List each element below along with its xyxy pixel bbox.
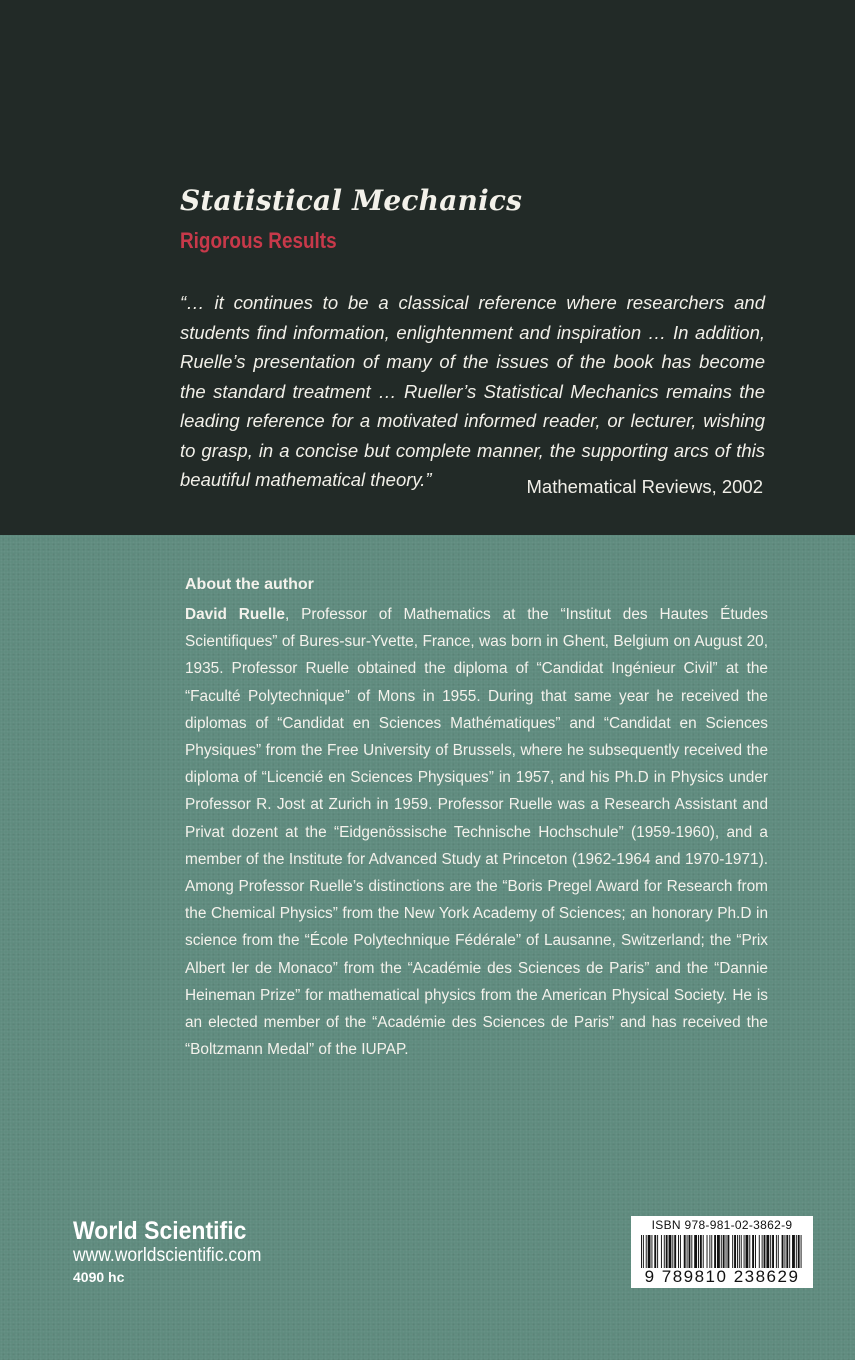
barcode-bar (661, 1235, 662, 1271)
barcode-bar (674, 1235, 676, 1271)
barcode-bar (680, 1235, 681, 1271)
barcode-bar (732, 1235, 733, 1271)
barcode-bar (641, 1235, 642, 1271)
barcode-bar (684, 1235, 686, 1271)
barcode-bar (798, 1235, 800, 1271)
publisher-url: www.worldscientific.com (73, 1245, 262, 1266)
barcode-bar (766, 1235, 769, 1271)
barcode-bar (669, 1235, 672, 1271)
barcode-bar (643, 1235, 644, 1271)
barcode-bar (752, 1235, 754, 1271)
barcode-bar (741, 1235, 742, 1271)
barcode-bar (726, 1235, 727, 1271)
barcode-bar (755, 1235, 756, 1271)
barcode-bar (762, 1235, 763, 1271)
barcode-bar (734, 1235, 736, 1271)
barcode-bar (689, 1235, 691, 1271)
barcode-bar (737, 1235, 738, 1271)
barcode-bar (714, 1235, 716, 1271)
barcode-bar (651, 1235, 652, 1271)
barcode-bar (789, 1235, 790, 1271)
about-author-heading: About the author (185, 576, 314, 593)
barcode-bar (721, 1235, 722, 1271)
barcode-bar (664, 1235, 665, 1271)
publisher-code: 4090 hc (73, 1269, 125, 1285)
barcode-bar (694, 1235, 697, 1271)
publisher-block (73, 1217, 278, 1287)
isbn-label: ISBN 978-981-02-3862-9 (651, 1218, 793, 1232)
book-subtitle: Rigorous Results (180, 228, 337, 253)
barcode-bar (770, 1235, 771, 1271)
barcode-box (631, 1216, 813, 1288)
barcode-bar (703, 1235, 704, 1271)
barcode-bar (648, 1235, 651, 1271)
barcode-bar (772, 1235, 774, 1271)
barcode-bar (723, 1235, 725, 1271)
barcode-graphic (637, 1235, 807, 1271)
barcode-bar (717, 1235, 720, 1271)
barcode-bar (666, 1235, 668, 1271)
barcode-bar (746, 1235, 749, 1271)
author-bio-text: , Professor of Mathematics at the “Institut des Hautes Études Scientifiques” of Bures-sur-Yvette, France, was born in Ghent, Belgium on August 20, 1935. Professor Ruelle obtained the diploma of “Candidat Ingénieur Civil” at the “Faculté Polytechnique” of Mons in 1955. During that same year he received the diplomas of “Candidat en Sciences Mathématiques” and “Candidat en Sciences Physiques” from the Free University of Brussels, where he subsequently received the diploma of “Licencié en Sciences Physiques” in 1957, and his Ph.D in Physics under Professor R. Jost at Zurich in 1959. Professor Ruelle was a Research Assistant and Privat dozent at the “Eidgenössische Technische Hochschule” (1959-1960), and a member of the Institute for Advanced Study at Princeton (1962-1964 and 1970-1971). Among Professor Ruelle’s distinctions are the “Boris Pregel Award for Research from the Chemical Physics” from the New York Academy of Sciences; an honorary Ph.D in science from the “École Polytechnique Fédérale” of Lausanne, Switzerland; the “Prix Albert Ier de Monaco” from the “Académie des Sciences de Paris” and the “Dannie Heineman Prize” for mathematical physics from the American Physical Society. He is an elected member of the “Académie des Sciences de Paris” and has received the “Boltzmann Medal” of the IUPAP. (185, 606, 768, 1059)
barcode-bar (759, 1235, 760, 1271)
barcode-bar (657, 1235, 658, 1271)
barcode-bar (796, 1235, 797, 1271)
author-bio (185, 601, 768, 1063)
barcode-bar (782, 1235, 784, 1271)
barcode-bar (801, 1235, 802, 1271)
barcode-bar (654, 1235, 656, 1271)
barcode-bar (776, 1235, 777, 1271)
barcode-bar (698, 1235, 699, 1271)
review-quote: “… it continues to be a classical reference where researchers and students find information, enlightenment and inspiration … In addition, Ruelle’s presentation of many of the issues of the book has become the standard treatment … Rueller’s Statistical Mechanics remains the leading reference for a motivated informed reader, or lecturer, wishing to grasp, in a concise but complete manner, the supporting arcs of this beautiful mathematical theory.” (180, 292, 765, 490)
barcode-bar (727, 1235, 729, 1271)
barcode-bar (792, 1235, 795, 1271)
barcode-bar (749, 1235, 750, 1271)
barcode-bar (687, 1235, 688, 1271)
barcode-bar (711, 1235, 712, 1271)
barcode-bar (678, 1235, 679, 1271)
barcode-digits: 9 789810 238629 (631, 1268, 813, 1286)
barcode-bar (784, 1235, 785, 1271)
barcode-bar (764, 1235, 766, 1271)
barcode-bar (709, 1235, 710, 1271)
quote-source: Mathematical Reviews, 2002 (526, 476, 763, 497)
barcode-bar (739, 1235, 740, 1271)
barcode-bar (744, 1235, 745, 1271)
author-name: David Ruelle (185, 606, 285, 623)
barcode-bar (646, 1235, 647, 1271)
barcode-bar (700, 1235, 702, 1271)
book-title: Statistical Mechanics (180, 184, 523, 217)
publisher-name: World Scientific (73, 1217, 247, 1245)
barcode-bar (707, 1235, 708, 1271)
barcode-bar (691, 1235, 692, 1271)
cover-top-panel (0, 0, 855, 535)
barcode-bar (786, 1235, 788, 1271)
barcode-bar (778, 1235, 779, 1271)
barcode-bar (672, 1235, 673, 1271)
